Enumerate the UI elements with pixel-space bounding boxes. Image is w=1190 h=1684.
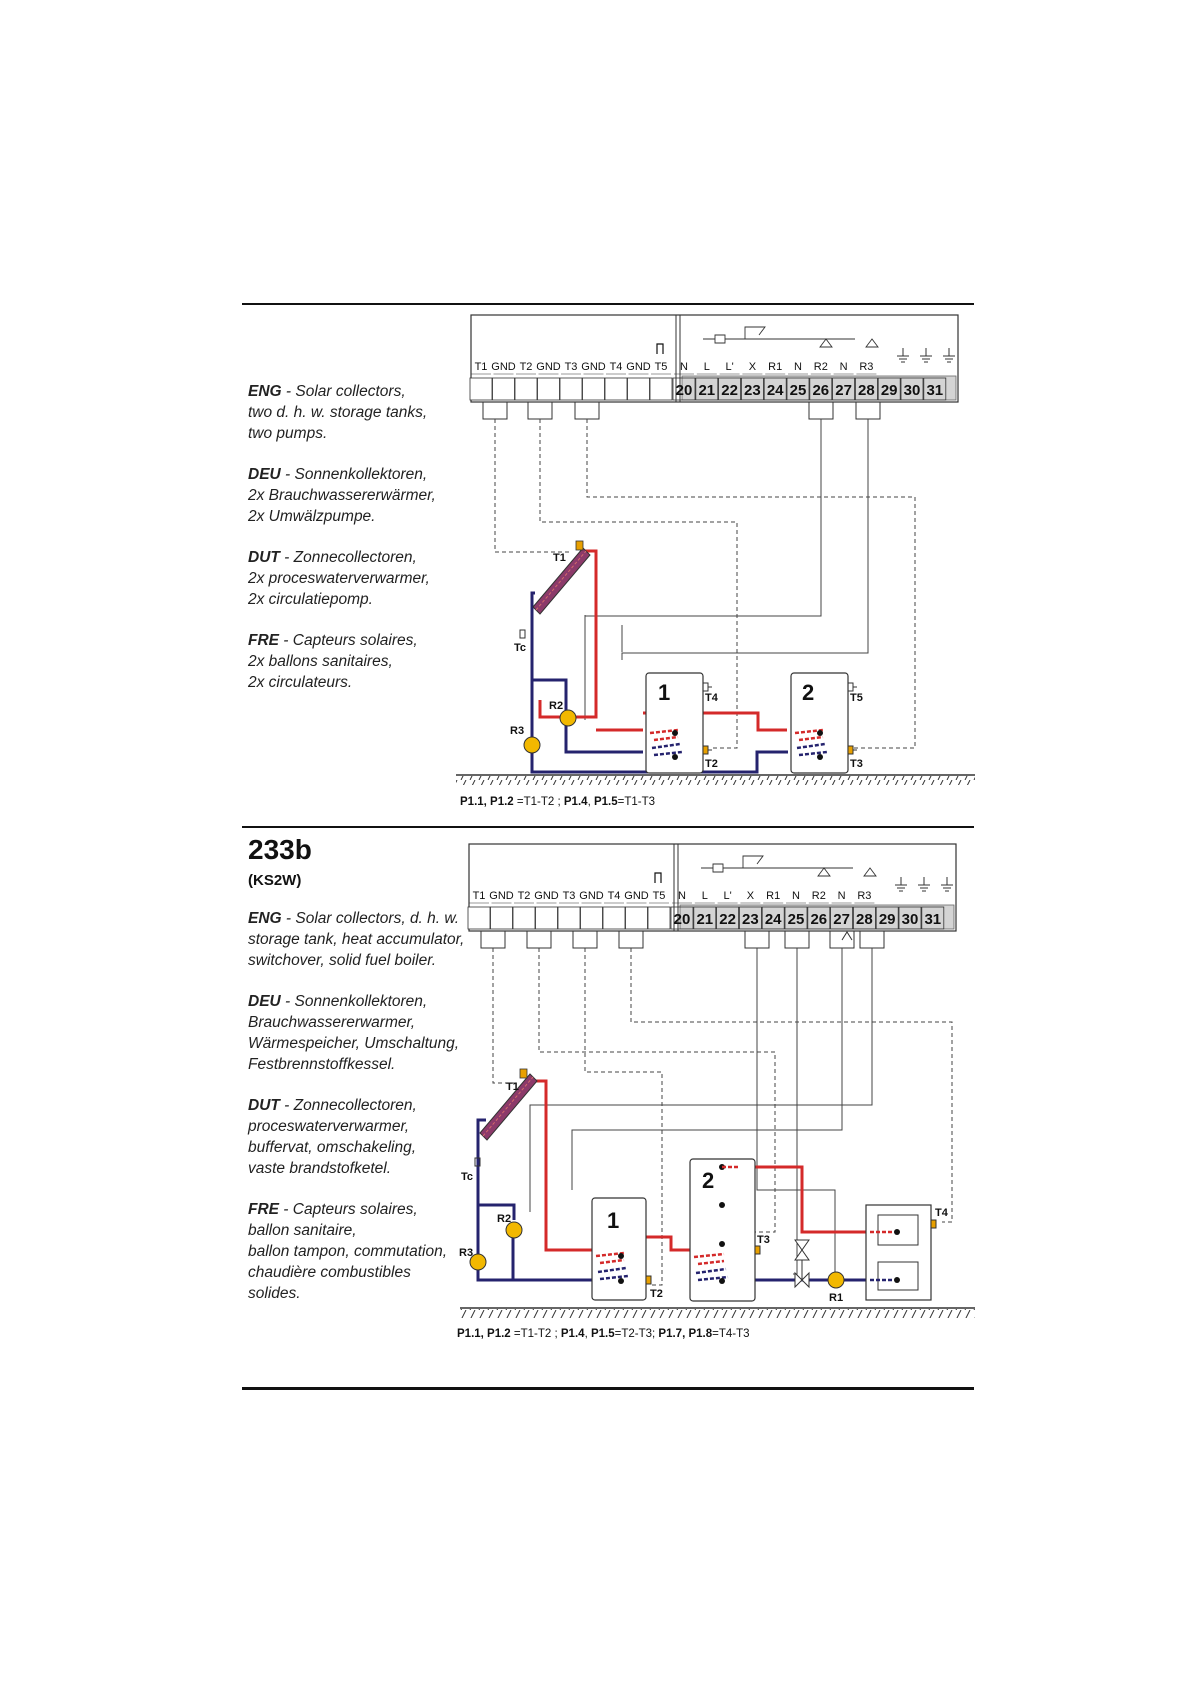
desc-eng: ENG - Solar collectors, two d. h. w. storage tanks, two pumps. (248, 383, 428, 442)
terminal-cell (558, 907, 580, 929)
terminal-label: GND (491, 361, 516, 373)
terminal-label: T4 (607, 890, 621, 902)
terminal-number: 25 (789, 382, 807, 399)
label-t4: T4 (705, 692, 718, 704)
tc-sensor (520, 630, 525, 638)
pump-r1 (828, 1272, 844, 1288)
terminal-number: 25 (787, 911, 805, 928)
terminal-label: GND (534, 890, 559, 902)
terminal-label: N (680, 361, 688, 373)
parameter-formula-1: P1.1, P1.2 =T1-T2 ; P1.4, P1.5=T1-T3 (460, 796, 656, 808)
terminal-label: T5 (654, 361, 668, 373)
diagram-2 (459, 844, 975, 1318)
label-r1: R1 (829, 1292, 844, 1304)
ground-line (460, 1308, 975, 1318)
terminal-label: T3 (562, 890, 576, 902)
solar-collector-2 (480, 1069, 537, 1140)
terminal-label: L (703, 361, 710, 373)
tank-number-2: 2 (702, 1168, 715, 1193)
terminal-cell (470, 378, 492, 400)
label-tc: Tc (461, 1171, 474, 1183)
terminal-cell (583, 378, 605, 400)
label-t4: T4 (935, 1207, 948, 1219)
terminal-label: T1 (472, 890, 486, 902)
terminal-label: N (678, 890, 686, 902)
terminal-label: T5 (652, 890, 666, 902)
controller-terminal-block-1 (470, 315, 958, 402)
terminal-cell (491, 907, 513, 929)
terminal-label: R3 (859, 361, 874, 373)
label-t5: T5 (850, 692, 863, 704)
terminal-label: T4 (609, 361, 623, 373)
terminal-number: 26 (812, 382, 830, 399)
terminal-label: T2 (519, 361, 533, 373)
desc-dut: DUT - Zonnecollectoren, proceswaterverwarmer, buffervat, omschakeling, vaste brandstofketel. (248, 1097, 417, 1177)
storage-tank-1 (646, 673, 712, 773)
desc-eng: ENG - Solar collectors, d. h. w. storage tank, heat accumulator, switchover, solid fuel boiler. (248, 910, 465, 969)
terminal-number: 20 (675, 382, 693, 399)
terminal-label: X (748, 361, 757, 373)
terminal-cell (536, 907, 558, 929)
terminal-label: N (792, 890, 800, 902)
terminal-number: 23 (742, 911, 759, 928)
tank-number-2: 2 (802, 680, 815, 705)
terminal-label: GND (489, 890, 514, 902)
tank-number-1: 1 (607, 1208, 620, 1233)
controller-terminal-block-2 (468, 844, 956, 931)
cable-connectors (483, 402, 880, 419)
storage-tank-2 (791, 673, 857, 773)
desc-fre: FRE - Capteurs solaires, 2x ballons sanitaires, 2x circulateurs. (248, 632, 418, 691)
terminal-label: GND (626, 361, 651, 373)
terminal-label: GND (624, 890, 649, 902)
terminal-number: 28 (858, 382, 875, 399)
terminal-label: T1 (474, 361, 488, 373)
desc-dut: DUT - Zonnecollectoren, 2x proceswaterverwarmer, 2x circulatiepomp. (248, 549, 430, 608)
terminal-number: 21 (698, 382, 716, 399)
cable-connectors (481, 931, 884, 948)
terminal-cell (515, 378, 537, 400)
terminal-label: N (837, 890, 846, 902)
parameter-formula-2: P1.1, P1.2 =T1-T2 ; P1.4, P1.5=T2-T3; P1.7, P1.8=T4-T3 (457, 1328, 750, 1340)
heat-accumulator-2 (690, 1159, 760, 1301)
terminal-number: 28 (856, 911, 873, 928)
terminal-number: 31 (924, 911, 942, 928)
label-t3: T3 (757, 1234, 770, 1246)
terminal-cell (605, 378, 627, 400)
terminal-number: 30 (903, 382, 921, 399)
scheme-title: 233b (248, 834, 312, 865)
terminal-label: R2 (813, 361, 828, 373)
terminal-number: 22 (719, 911, 736, 928)
terminal-number: 31 (926, 382, 944, 399)
terminal-cell (581, 907, 603, 929)
terminal-cell (648, 907, 670, 929)
terminal-cell (468, 907, 490, 929)
label-t1: T1 (553, 552, 566, 564)
pump-r3 (524, 737, 540, 753)
terminal-cell (603, 907, 625, 929)
label-r2: R2 (549, 700, 564, 712)
terminal-cell (626, 907, 648, 929)
label-t1: T1 (506, 1081, 519, 1093)
terminal-cell (538, 378, 560, 400)
tank-number-1: 1 (658, 680, 671, 705)
desc-deu: DEU - Sonnenkollektoren, 2x Brauchwassererwärmer, 2x Umwälzpumpe. (248, 466, 436, 525)
terminal-label: N (794, 361, 802, 373)
terminal-cell (628, 378, 650, 400)
terminal-number: 30 (901, 911, 919, 928)
label-tc: Tc (514, 642, 527, 654)
terminal-cell (560, 378, 582, 400)
terminal-cell (650, 378, 672, 400)
label-t2: T2 (650, 1288, 663, 1300)
terminal-label: X (746, 890, 755, 902)
terminal-label: GND (581, 361, 606, 373)
terminal-label: T2 (517, 890, 531, 902)
terminal-number: 29 (878, 911, 896, 928)
terminal-cell (513, 907, 535, 929)
terminal-label: L' (723, 890, 732, 902)
terminal-label: N (839, 361, 848, 373)
pump-r2 (560, 710, 576, 726)
terminal-number: 23 (744, 382, 761, 399)
storage-tank-1 (592, 1198, 651, 1300)
terminal-labels (469, 890, 874, 903)
terminal-number: 27 (833, 911, 850, 928)
terminal-label: GND (536, 361, 561, 373)
terminal-number: 24 (764, 911, 782, 928)
terminal-label: R1 (766, 890, 781, 902)
label-r2: R2 (497, 1213, 512, 1225)
desc-fre: FRE - Capteurs solaires, ballon sanitaire, ballon tampon, commutation, chaudière combustibles solides. (248, 1201, 448, 1302)
terminal-labels (471, 361, 876, 374)
terminal-label: R1 (768, 361, 783, 373)
scheme-subtitle: (KS2W) (248, 872, 302, 889)
cold-pipes (478, 1120, 885, 1280)
desc-deu: DEU - Sonnenkollektoren, Brauchwassererwarmer, Wärmespeicher, Umschaltung, Festbrennstoffkessel. (248, 993, 460, 1073)
terminal-label: R2 (811, 890, 826, 902)
terminal-label: L' (725, 361, 734, 373)
terminal-cell (493, 378, 515, 400)
label-t3: T3 (850, 758, 863, 770)
ground-line (456, 775, 975, 785)
terminal-label: GND (579, 890, 604, 902)
terminal-number: 22 (721, 382, 738, 399)
label-r3: R3 (510, 725, 525, 737)
terminal-number: 20 (673, 911, 691, 928)
terminal-number: 24 (766, 382, 784, 399)
terminal-number: 27 (835, 382, 852, 399)
label-t2: T2 (705, 758, 718, 770)
terminal-number: 21 (696, 911, 714, 928)
diagram-1 (456, 315, 975, 785)
terminal-number: 26 (810, 911, 828, 928)
terminal-label: L (701, 890, 708, 902)
terminal-label: R3 (857, 890, 872, 902)
label-r3: R3 (459, 1247, 474, 1259)
terminal-label: T3 (564, 361, 578, 373)
solid-fuel-boiler (866, 1205, 936, 1300)
terminal-number: 29 (880, 382, 898, 399)
